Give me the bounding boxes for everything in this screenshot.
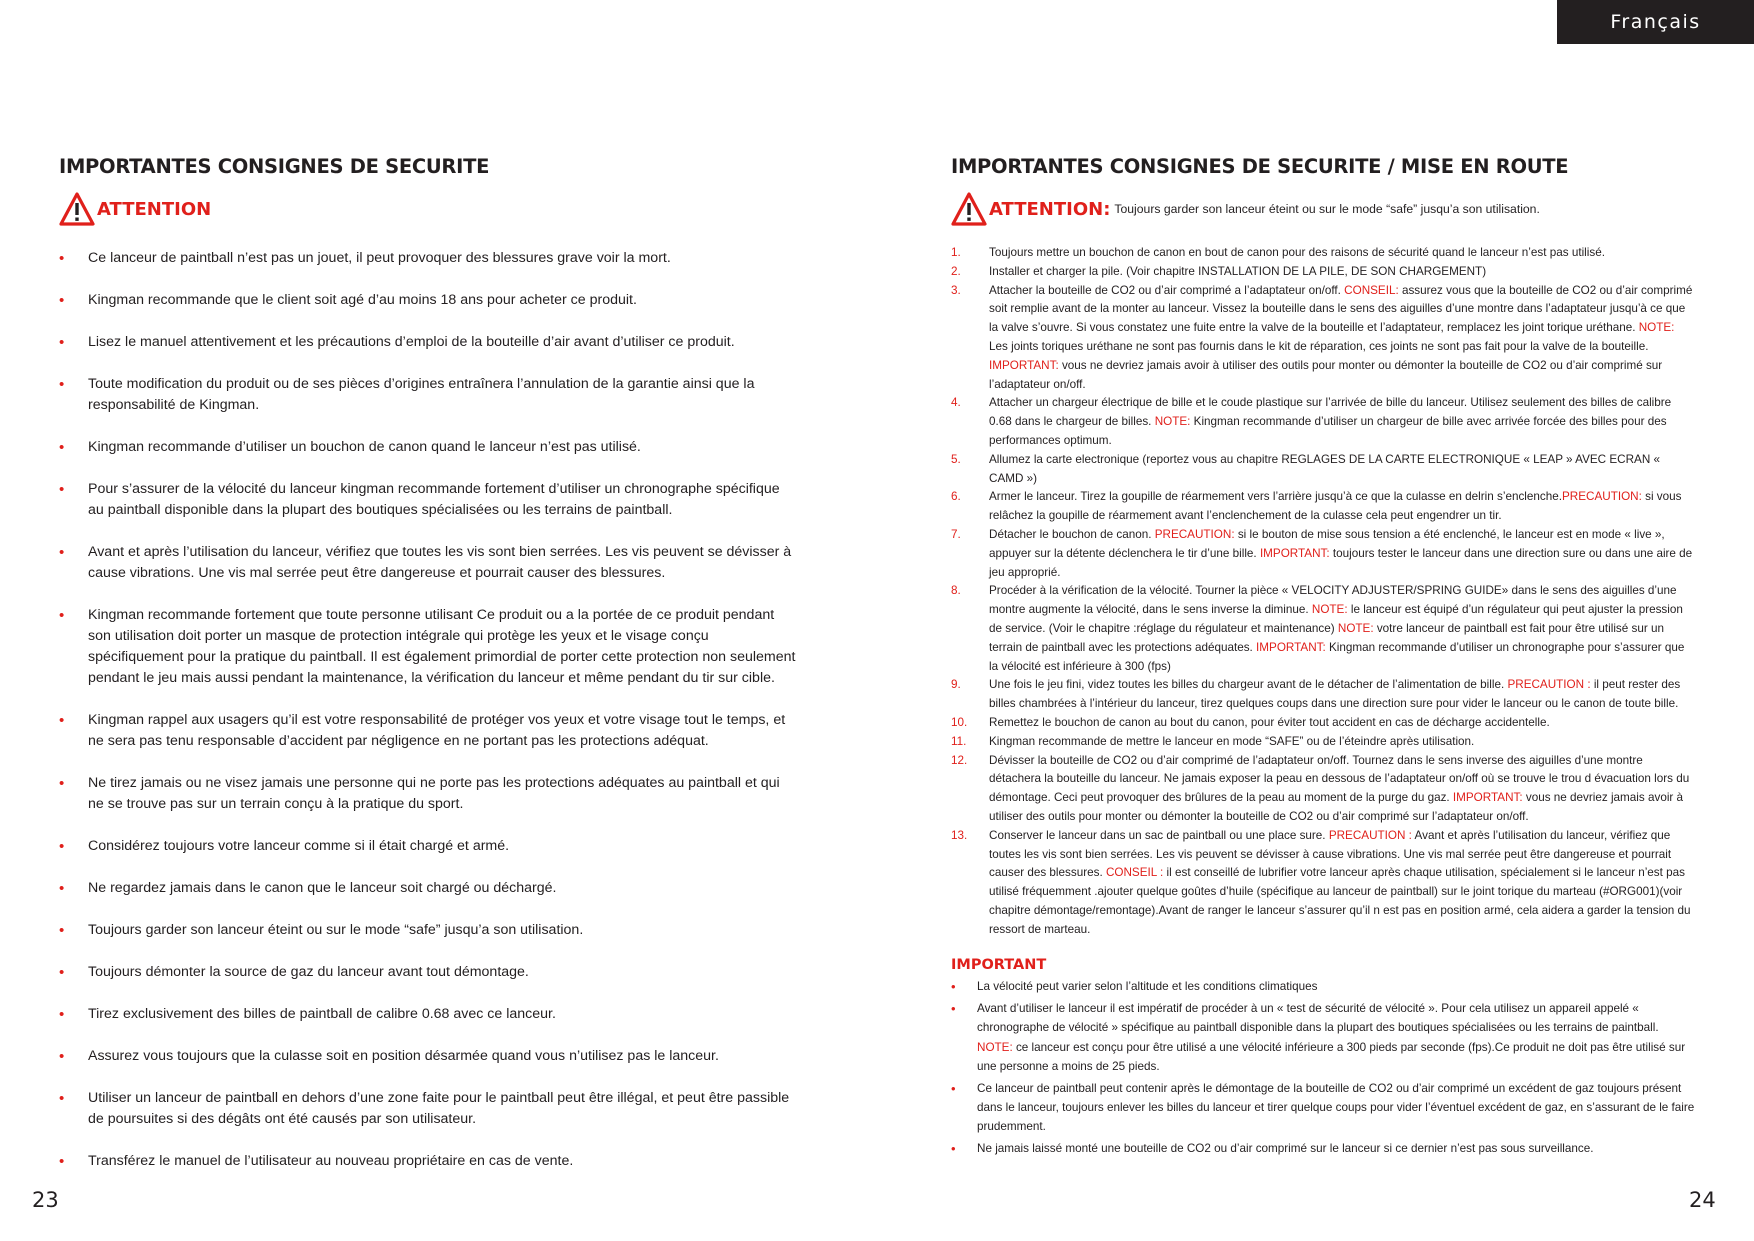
important-bullet-list	[951, 977, 1696, 1158]
step-number: 7.	[951, 527, 961, 541]
right-attention-row	[951, 192, 1696, 226]
bullet-item: • Kingman recommande d’utiliser un bouchon de canon quand le lanceur n’est pas utilisé.	[59, 437, 799, 458]
important-bullet-item	[951, 977, 1696, 996]
text-run: Installer et charger la pile. (Voir chapitre INSTALLATION DE LA PILE, DE SON CHARGEMENT)	[989, 264, 1487, 278]
text-run: vous ne devriez jamais avoir à utiliser des outils pour monter ou démonter la bouteille de CO2 ou d’air comprimé sur l’adaptateur on/off.	[989, 358, 1663, 391]
step-item	[951, 733, 1696, 752]
step-text	[989, 714, 1696, 733]
bullet-item: • Kingman recommande fortement que toute personne utilisant Ce produit ou a la portée de ce produit pendant son utilisation doit porter un masque de protection intégrale qui protège les yeux et le visage conçu spécifiquement pour la pratique du paintball. Il est également primordial de porter cette protection non seulement pendant le jeu mais aussi pendant la maintenance, la vérification du lanceur et même pendant du tir sur cible.	[59, 605, 799, 689]
text-run: Avant et après l’utilisation du lanceur, vérifiez que toutes les vis sont bien serrées. Les vis peuvent se dévisser à cause vibrations. Une vis mal serrée peut être dangereuse et pourrait causer des blessures.	[989, 828, 1672, 880]
text-run: Ce lanceur de paintball peut contenir après le démontage de la bouteille de CO2 ou d’air comprimé un excédent de gaz toujours présent dans le lanceur, toujours enlever les billes du lanceur et tirer quelque coups pour vider l’éventuel excédent de gaz, en s’assurant de le faire prudemment.	[977, 1081, 1695, 1134]
warning-triangle-icon	[951, 192, 987, 226]
step-text	[989, 733, 1696, 752]
bullet-item: • Transférez le manuel de l’utilisateur au nouveau propriétaire en cas de vente.	[59, 1151, 799, 1172]
step-number: 6.	[951, 490, 961, 504]
step-number: 9.	[951, 678, 961, 692]
step-number: 1.	[951, 246, 961, 259]
right-page	[951, 155, 1696, 1160]
callout-label: PRECAUTION:	[1561, 490, 1642, 504]
step-item	[951, 827, 1696, 940]
text-run: Attacher un chargeur électrique de bille et le coude plastique sur l’arrivée de bille du lanceur. Utilisez seulement des billes de calibre 0.68 dans le chargeur de billes.	[989, 396, 1672, 429]
bullet-item: • Considérez toujours votre lanceur comme si il était chargé et armé.	[59, 836, 799, 857]
step-text	[989, 282, 1696, 395]
callout-label: NOTE:	[977, 1040, 1013, 1054]
step-text	[989, 263, 1696, 282]
attention-label: ATTENTION:	[989, 198, 1111, 220]
step-item	[951, 244, 1696, 263]
text-run: assurez vous que la bouteille de CO2 ou d’air comprimé soit remplie avant de la monter au lanceur. Vissez la bouteille dans le sens des aiguilles d’une montre dans l’adaptateur jusqu’à ce que la valve s’ouvre. Si vous constatez une fuite entre la valve de la bouteille et l’adaptateur, remplacez les joint torique uréthane.	[989, 283, 1693, 335]
step-text	[989, 526, 1696, 582]
page-number-right: 24	[1689, 1188, 1716, 1212]
text-run: Toujours mettre un bouchon de canon en bout de canon pour des raisons de sécurité quand le lanceur n’est pas utilisé.	[989, 246, 1605, 259]
step-number: 8.	[951, 584, 961, 598]
bullet-item: • Kingman recommande que le client soit agé d’au moins 18 ans pour acheter ce produit.	[59, 290, 799, 311]
text-run: le lanceur est équipé d’un régulateur qui peut ajuster la pression de service. (Voir le chapitre :réglage du régulateur et maintenance)	[989, 603, 1683, 635]
callout-label: NOTE:	[1154, 415, 1191, 429]
text-run: si le bouton de mise sous tension a été enclenché, le lanceur est en mode « live », appuyer sur la détente déclenchera le tir d’une bille.	[989, 527, 1665, 560]
text-run: vous ne devriez jamais avoir à utiliser des outils pour monter ou démonter la bouteille de CO2 ou d’air comprimé sur l’adaptateur on/off.	[989, 791, 1684, 823]
important-bullet-item	[951, 1079, 1696, 1137]
step-number: 12.	[951, 753, 968, 767]
bullet-item: • Toujours garder son lanceur éteint ou sur le mode “safe” jusqu’a son utilisation.	[59, 920, 799, 941]
text-run: Avant d’utiliser le lanceur il est impératif de procéder à un « test de sécurité de vélocité ». Pour cela utilisez un appareil appelé « chronographe de vélocité » spécifique au paintball disponible dans la plupart des boutiques spécialisées ou les terrains de paintball.	[977, 1001, 1659, 1035]
step-item	[951, 263, 1696, 282]
bullet-item: • Lisez le manuel attentivement et les précautions d’emploi de la bouteille d’air avant d’utiliser ce produit.	[59, 332, 799, 353]
right-heading: IMPORTANTES CONSIGNES DE SECURITE / MISE EN ROUTE	[951, 155, 1569, 178]
page-number-left: 23	[32, 1188, 59, 1212]
bullet-item: • Toujours démonter la source de gaz du lanceur avant tout démontage.	[59, 962, 799, 983]
step-number: 13.	[951, 828, 968, 842]
text-run: Une fois le jeu fini, videz toutes les billes du chargeur avant de le détacher de l’alimentation de bille.	[989, 678, 1508, 692]
callout-label: IMPORTANT:	[1452, 791, 1523, 805]
important-bullet-item	[951, 1139, 1696, 1158]
step-item	[951, 451, 1696, 489]
step-text	[989, 394, 1696, 450]
text-run: La vélocité peut varier selon l’altitude et les conditions climatiques	[977, 980, 1318, 994]
text-run: ce lanceur est conçu pour être utilisé a une vélocité inférieure a 300 pieds par seconde (fps).Ce produit ne doit pas être utilisé sur une personne a moins de 25 pieds.	[977, 1040, 1686, 1074]
step-item	[951, 752, 1696, 827]
callout-label: IMPORTANT:	[1256, 640, 1326, 654]
text-run: Kingman recommande d’utiliser un chargeur de bille avec arrivée forcée des billes pour des performances optimum.	[989, 415, 1667, 447]
step-number: 3.	[951, 283, 961, 297]
bullet-item: • Assurez vous toujours que la culasse soit en position désarmée quand vous n’utilisez pas le lanceur.	[59, 1046, 799, 1067]
step-item	[951, 526, 1696, 582]
step-item	[951, 676, 1696, 714]
important-heading: IMPORTANT	[951, 957, 1047, 974]
callout-label: IMPORTANT:	[1259, 546, 1330, 560]
step-number: 5.	[951, 452, 961, 466]
bullet-item: • Avant et après l’utilisation du lanceur, vérifiez que toutes les vis sont bien serrées. Les vis peuvent se dévisser à cause vibrations. Une vis mal serrée peut être dangereuse et pourrait causer des blessures.	[59, 542, 799, 584]
warning-triangle-icon	[59, 192, 95, 226]
text-run: Procéder à la vérification de la vélocité. Tourner la pièce « VELOCITY ADJUSTER/SPRING GUIDE» dans le sens des aiguilles d’une montre augmente la vélocité, dans le sens inverse la diminue.	[989, 584, 1677, 617]
text-run: Dévisser la bouteille de CO2 ou d’air comprimé de l’adaptateur on/off. Tournez dans le sens inverse des aiguilles d’une montre détachera la bouteille du lanceur. Ne jamais exposer la peau en dessous de l’adaptateur on/off où se trouve le trou d évacuation lors du démontage. Ceci peut provoquer des brûlures de la peau au moment de la purge du gaz.	[989, 753, 1690, 805]
text-run: Détacher le bouchon de canon.	[989, 527, 1155, 541]
step-item	[951, 582, 1696, 676]
text-run: Allumez la carte electronique (reportez vous au chapitre REGLAGES DE LA CARTE ELECTRONIQUE « LEAP » AVEC ECRAN « CAMD »)	[989, 452, 1661, 485]
callout-label: NOTE:	[1337, 621, 1374, 635]
attention-label: ATTENTION	[97, 198, 212, 220]
bullet-item: • Tirez exclusivement des billes de paintball de calibre 0.68 avec ce lanceur.	[59, 1004, 799, 1025]
bullet-item: • Toute modification du produit ou de ses pièces d’origines entraînera l’annulation de la garantie ainsi que la responsabilité de Kingman.	[59, 374, 799, 416]
callout-label: PRECAUTION :	[1328, 828, 1412, 842]
step-text	[989, 827, 1696, 940]
left-heading: IMPORTANTES CONSIGNES DE SECURITE	[59, 155, 490, 178]
callout-label: NOTE:	[1311, 603, 1348, 617]
callout-label: NOTE:	[1638, 321, 1675, 335]
text-run: Kingman recommande de mettre le lanceur en mode “SAFE” ou de l’éteindre après utilisation.	[989, 734, 1475, 748]
step-number: 4.	[951, 396, 961, 410]
text-run: il est conseillé de lubrifier votre lanceur après chaque utilisation, spécialement si le lanceur n’est pas utilisé fréquemment .ajouter quelque goûtes d’huile (spécifique au lanceur de paintball) sur le joint torique du marteau (#ORG001)(voir chapitre démontage/remontage).Avant de ranger le lanceur s’assurer qu’il n est pas en position armé, cela aidera a garder la tension du ressort de marteau.	[989, 866, 1691, 936]
left-attention-row	[59, 192, 799, 226]
callout-label: PRECAUTION :	[1507, 678, 1591, 692]
callout-label: CONSEIL:	[1344, 283, 1399, 297]
attention-text: Toujours garder son lanceur éteint ou sur le mode “safe” jusqu’a son utilisation.	[1114, 202, 1540, 216]
step-text	[989, 451, 1696, 489]
text-run: il peut rester des billes chambrées à l’intérieur du lanceur, tirez quelques coups dans une direction sure pour vider le lanceur ou le canon de toute bille.	[989, 678, 1681, 711]
text-run: toujours tester le lanceur dans une direction sure ou dans une aire de jeu approprié.	[989, 546, 1693, 579]
bullet-item: • Kingman rappel aux usagers qu’il est votre responsabilité de protéger vos yeux et votre visage tout le temps, et ne sera pas tenu responsable d’accident par négligence en ne portant pas les protections adéquat.	[59, 710, 799, 752]
bullet-item: • Ce lanceur de paintball n’est pas un jouet, il peut provoquer des blessures grave voir la mort.	[59, 248, 799, 269]
text-run: Kingman recommande d’utiliser un chronographe pour s’assurer que la vélocité est inférieure à 300 (fps)	[989, 640, 1685, 673]
step-text	[989, 488, 1696, 526]
text-run: votre lanceur de paintball est fait pour être utilisé sur un terrain de paintball avec les protections adéquates.	[989, 621, 1664, 654]
text-run: Armer le lanceur. Tirez la goupille de réarmement vers l’arrière jusqu’à ce que la culasse en delrin s’enclenche.	[989, 490, 1562, 504]
step-item	[951, 394, 1696, 450]
bullet-item: • Pour s’assurer de la vélocité du lanceur kingman recommande fortement d’utiliser un chronographe spécifique au paintball disponible dans la plupart des boutiques spécialisées ou les terrains de paintball.	[59, 479, 799, 521]
text-run: Les joints toriques uréthane ne sont pas fournis dans le kit de réparation, ces joints ne sont pas fait pour la valve de la bouteille.	[989, 339, 1649, 353]
step-number: 11.	[951, 734, 967, 748]
left-page	[59, 155, 799, 1193]
safety-bullet-list	[59, 248, 799, 1172]
step-text	[989, 244, 1696, 263]
text-run: Ne jamais laissé monté une bouteille de CO2 ou d’air comprimé sur le lanceur si ce dernier n’est pas sous surveillance.	[977, 1141, 1594, 1155]
important-bullet-item	[951, 999, 1696, 1077]
step-item	[951, 282, 1696, 395]
callout-label: PRECAUTION:	[1154, 527, 1235, 541]
step-text	[989, 582, 1696, 676]
bullet-item: • Ne tirez jamais ou ne visez jamais une personne qui ne porte pas les protections adéquates au paintball et qui ne se trouve pas sur un terrain conçu à la pratique du sport.	[59, 773, 799, 815]
step-text	[989, 752, 1696, 827]
step-text	[989, 676, 1696, 714]
bullet-item: • Ne regardez jamais dans le canon que le lanceur soit chargé ou déchargé.	[59, 878, 799, 899]
text-run: Attacher la bouteille de CO2 ou d’air comprimé a l’adaptateur on/off.	[989, 283, 1345, 297]
text-run: Remettez le bouchon de canon au bout du canon, pour éviter tout accident en cas de décharge accidentelle.	[989, 715, 1550, 729]
step-number: 10.	[951, 715, 968, 729]
step-item	[951, 714, 1696, 733]
text-run: Conserver le lanceur dans un sac de paintball ou une place sure.	[989, 828, 1329, 842]
callout-label: IMPORTANT:	[989, 358, 1059, 372]
callout-label: CONSEIL :	[1105, 866, 1164, 880]
language-tab: Français	[1557, 0, 1754, 44]
setup-steps-list	[951, 244, 1696, 939]
step-number: 2.	[951, 264, 961, 278]
text-run: si vous relâchez la goupille de réarmement avant l’enclenchement de la culasse cela peut engendrer un tir.	[989, 490, 1682, 523]
step-item	[951, 488, 1696, 526]
bullet-item: • Utiliser un lanceur de paintball en dehors d’une zone faite pour le paintball peut être illégal, et peut être passible de poursuites si des dégâts ont été causés par son utilisateur.	[59, 1088, 799, 1130]
